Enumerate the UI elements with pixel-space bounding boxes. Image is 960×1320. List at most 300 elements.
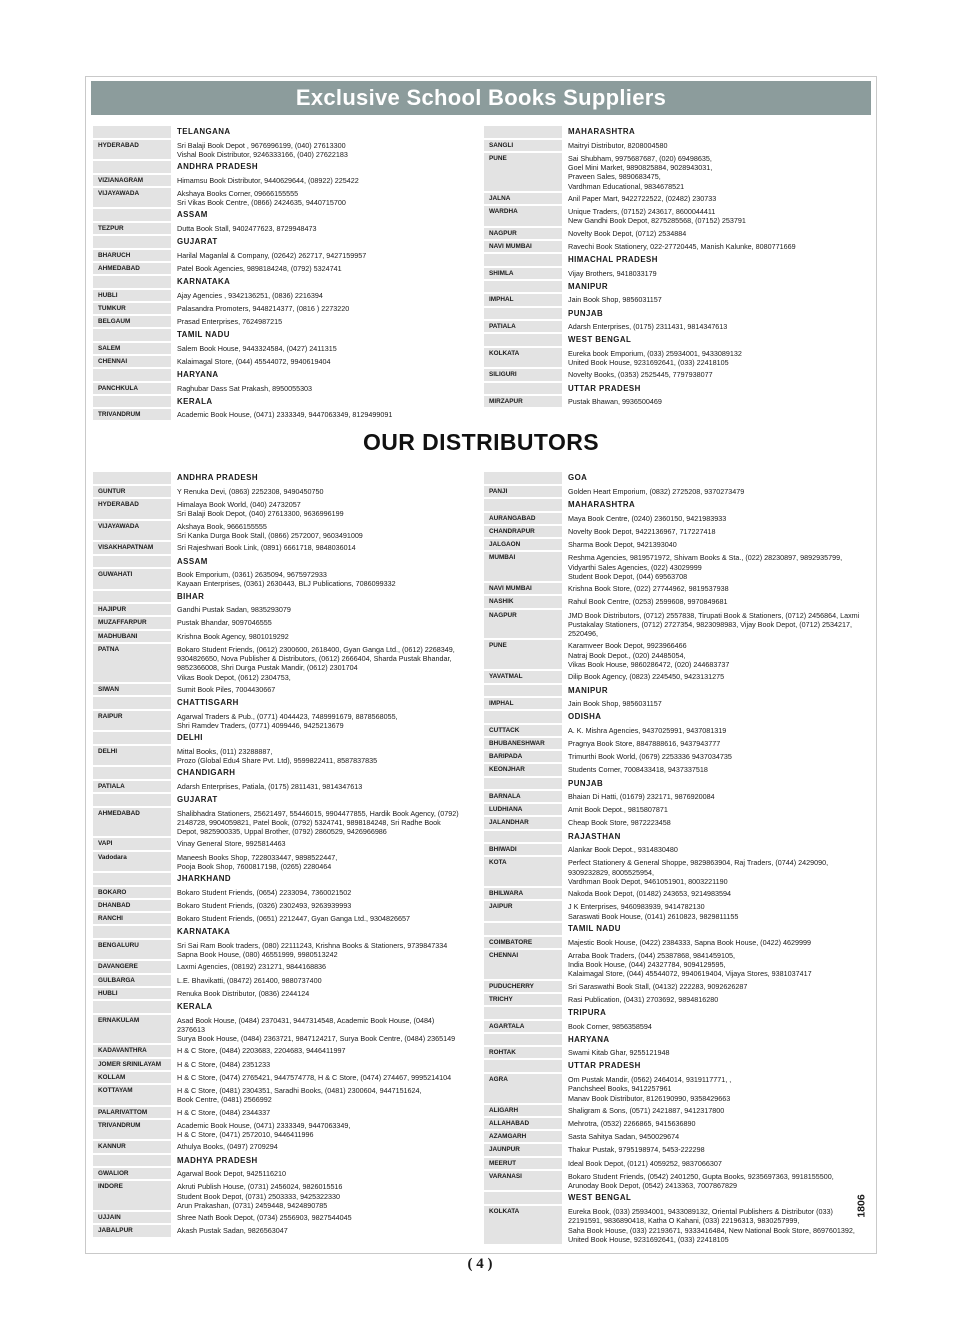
distributor-row [93, 781, 465, 792]
detail-line: Bhaian Di Hatti, (01679) 232171, 9876920084 [568, 792, 715, 802]
detail-line: H & C Store, (0481) 2304351, Saradhi Books, (0481) 2300604, 9447151624, [177, 1086, 422, 1095]
suppliers-right-column [484, 126, 869, 422]
detail-line: Arun Prakashan, (0731) 2459448, 9424890785 [177, 1200, 328, 1210]
distributor-details [171, 808, 465, 837]
detail-line: Akshaya Books Corner, 09666155555 [177, 188, 299, 198]
distributor-row [484, 268, 869, 279]
distributor-row [484, 486, 869, 497]
detail-line: Perfect Stationery & General Shoppe, 9829863904, Raj Traders, (0744) 2429090, 9309232829, 8005525954, [568, 858, 829, 877]
state-header-row [93, 926, 465, 938]
detail-line: Prozo (Global Edu4 Share Pvt. Ltd), 9599822411, 8587837835 [177, 756, 378, 765]
city-name: GUWAHATI [93, 569, 171, 589]
distributor-row [484, 640, 869, 669]
detail-line: JMD Book Distributors, (0712) 2557838, Tirupati Book & Stationers, (0712) 2456864, Laxmi Pustakalay Stationers, (0712) 2727354, 9823098983, Vijay Book Depot, (0712) 2534217, 2520496, [568, 610, 860, 639]
city-cell-spacer [484, 831, 562, 843]
city-name: KOLKATA [484, 1206, 562, 1244]
state-name: BIHAR [177, 591, 205, 601]
distributor-details [562, 804, 869, 815]
detail-line: Sharma Book Depot, 9421393040 [568, 540, 677, 550]
city-name: RAIPUR [93, 711, 171, 731]
distributor-details [171, 684, 465, 695]
detail-line: Students Corner, 7008433418, 9437337518 [568, 765, 708, 775]
distributors-section [91, 461, 871, 1246]
distributor-details [171, 838, 465, 849]
state-header-row [93, 161, 465, 173]
detail-line: Rahul Book Centre, (0253) 2599608, 9970849681 [568, 597, 728, 607]
detail-line: Eureka Book, (033) 25934001, 9433089132, Oriental Publishers & Distributor (033) 22191591, 9836890418, Katha O Kahani, (033) 22196313, 9830257999, [568, 1206, 833, 1226]
detail-line: Athulya Books, (0497) 2709294 [177, 1142, 278, 1152]
city-name: LUDHIANA [484, 804, 562, 815]
distributor-details [171, 140, 465, 160]
detail-line: Himalaya Book World, (040) 24732057 [177, 500, 301, 510]
city-name: AURANGABAD [484, 513, 562, 524]
distributor-details [171, 303, 465, 314]
detail-line: H & C Store, (0484) 2203683, 2204683, 9446411997 [177, 1046, 346, 1056]
distributor-details [171, 900, 465, 911]
state-name: ASSAM [177, 556, 208, 566]
distributors-left-column [93, 472, 465, 1246]
state-name: KERALA [177, 1002, 213, 1011]
state-name: KARNATAKA [177, 277, 231, 286]
detail-line: Bokaro Student Friends, (0326) 2302493, 9263939993 [177, 900, 352, 910]
distributor-row [484, 1021, 869, 1032]
detail-line: Sri Rajeshwari Book Link, (0891) 6661718, 9848036014 [177, 543, 356, 553]
distributors-heading: OUR DISTRIBUTORS [363, 429, 599, 456]
city-cell-spacer [93, 1155, 171, 1167]
distributor-details [171, 644, 465, 682]
state-name: CHATTISGARH [177, 698, 239, 708]
page-frame [85, 76, 877, 1254]
distributor-details [171, 913, 465, 924]
distributor-details [171, 631, 465, 642]
distributor-row [93, 887, 465, 898]
distributor-details [562, 857, 869, 886]
distributor-details [171, 486, 465, 497]
detail-line: Novelty Book Depot, 9422136967, 717227418 [568, 526, 716, 536]
state-header-row [484, 1034, 869, 1046]
detail-line: Gandhi Pustak Sadan, 9835293079 [177, 605, 291, 615]
distributor-row [93, 1181, 465, 1210]
distributor-row [93, 852, 465, 872]
distributor-row [93, 1085, 465, 1105]
detail-line: Dutta Book Stall, 9402477623, 8729948473 [177, 223, 317, 233]
distributor-details [562, 539, 869, 550]
distributor-row [484, 321, 869, 332]
state-name: RAJASTHAN [568, 831, 621, 841]
distributor-details [171, 617, 465, 628]
city-name: PALARIVATTOM [93, 1107, 171, 1118]
state-header-row [93, 1001, 465, 1013]
distributor-details [562, 751, 869, 762]
detail-line: Sasta Sahitya Sadan, 9450029674 [568, 1132, 680, 1142]
detail-line: Sri Sai Ram Book traders, (080) 22111243, Krishna Books & Stationers, 9739847334 [177, 940, 448, 950]
detail-line: Vinay General Store, 9925814463 [177, 839, 286, 849]
city-name: GWALIOR [93, 1168, 171, 1179]
detail-line: Saraswati Book House, (0141) 2610823, 9829811155 [568, 911, 739, 921]
city-name: BENGALURU [93, 940, 171, 960]
distributor-details [171, 940, 465, 960]
distributor-row [93, 1168, 465, 1179]
distributor-details [562, 981, 869, 992]
detail-line: Maya Book Centre, (0240) 2360150, 9421983933 [568, 513, 727, 523]
detail-line: Sri Saraswathi Book Stall, (04132) 222283, 9092626287 [568, 981, 748, 991]
distributor-details [171, 1181, 465, 1210]
distributor-row [93, 808, 465, 837]
detail-line: United Book House, 9231692641, (033) 22418105 [568, 358, 729, 367]
detail-line: Vikas Book House, 9860286472, (020) 244683737 [568, 660, 730, 670]
distributor-details [171, 356, 465, 367]
city-name: CHENNAI [484, 950, 562, 979]
distributor-row [484, 937, 869, 948]
distributor-details [171, 175, 465, 186]
city-name: GUNTUR [93, 486, 171, 497]
detail-line: Academic Book House, (0471) 2333349, 9447063349, 8129499091 [177, 410, 393, 420]
distributor-row [484, 817, 869, 828]
distributor-row [484, 193, 869, 204]
city-name: VIJAYAWADA [93, 521, 171, 541]
city-name: BHARUCH [93, 250, 171, 261]
distributors-right-column [484, 472, 869, 1246]
detail-line: Pooja Book Shop, 7600817198, (0265) 2280464 [177, 861, 332, 871]
state-name: MANIPUR [568, 685, 608, 695]
distributor-row [93, 343, 465, 354]
state-header-row [484, 685, 869, 697]
city-name: KOTTAYAM [93, 1085, 171, 1105]
city-name: WARDHA [484, 206, 562, 226]
city-name: VIZIANAGRAM [93, 175, 171, 186]
distributor-row [484, 1131, 869, 1142]
detail-line: Kalaimagal Store, (044) 45544072, 9940619404, Vijaya Stores, 9381037417 [568, 969, 812, 979]
distributor-row [93, 409, 465, 420]
distributor-row [93, 1059, 465, 1070]
distributor-details [171, 604, 465, 615]
distributor-row [484, 1158, 869, 1169]
distributor-row [484, 1206, 869, 1244]
city-cell-spacer [93, 926, 171, 938]
distributor-row [484, 1105, 869, 1116]
detail-line: H & C Store, (0484) 2351233 [177, 1059, 271, 1069]
city-cell-spacer [93, 396, 171, 408]
detail-line: Y Renuka Devi, (0863) 2252308, 9490450750 [177, 486, 324, 496]
detail-line: Kalaimagal Store, (044) 45544072, 9940619404 [177, 356, 331, 366]
distributor-row [93, 711, 465, 731]
detail-line: Student Book Depot, (044) 69563708 [568, 571, 688, 581]
city-cell-spacer [484, 711, 562, 723]
city-name: KADAVANTHRA [93, 1045, 171, 1056]
state-name: GUJARAT [177, 237, 218, 247]
distributor-details [171, 781, 465, 792]
distributor-details [562, 321, 869, 332]
distributor-row [93, 290, 465, 301]
detail-line: Pustak Bhandar, 9097046555 [177, 618, 272, 628]
distributor-details [562, 206, 869, 226]
distributor-row [93, 383, 465, 394]
state-name: PUNJAB [568, 778, 604, 788]
distributor-row [93, 975, 465, 986]
state-name: ANDHRA PRADESH [177, 473, 258, 483]
city-cell-spacer [484, 1007, 562, 1019]
state-header-row [93, 873, 465, 885]
city-name: ERNAKULAM [93, 1015, 171, 1044]
city-name: AHMEDABAD [93, 808, 171, 837]
detail-line: Praveen Sales, 9890683475, [568, 172, 661, 182]
state-header-row [93, 369, 465, 381]
city-cell-spacer [93, 732, 171, 744]
city-name: NAVI MUMBAI [484, 583, 562, 594]
detail-line: Surya Book House, (0484) 2363721, 9847124217, Surya Book Centre, (0484) 2365149 [177, 1034, 456, 1044]
distributor-row [484, 791, 869, 802]
city-name: MEERUT [484, 1158, 562, 1169]
city-name: HUBLI [93, 290, 171, 301]
detail-line: Book Corner, 9856358594 [568, 1021, 652, 1031]
city-name: CHENNAI [93, 356, 171, 367]
distributor-row [484, 1047, 869, 1058]
distributor-details [171, 1072, 465, 1083]
city-name: JALNA [484, 193, 562, 204]
detail-line: Unique Traders, (07152) 243617, 8600044411 [568, 207, 716, 217]
distributor-row [484, 1144, 869, 1155]
distributor-details [562, 348, 869, 368]
state-name: MADHYA PRADESH [177, 1155, 258, 1165]
state-name: HARYANA [177, 370, 219, 380]
city-name: DHANBAD [93, 900, 171, 911]
distributor-row [484, 751, 869, 762]
distributor-row [484, 901, 869, 921]
city-name: PANCHKULA [93, 383, 171, 394]
distributor-row [93, 569, 465, 589]
distributor-row [93, 838, 465, 849]
distributor-details [171, 316, 465, 327]
city-cell-spacer [484, 685, 562, 697]
city-name: KOLLAM [93, 1072, 171, 1083]
detail-line: Trimurthi Book World, (0679) 2253336 9437034735 [568, 752, 732, 762]
distributor-details [562, 583, 869, 594]
city-name: AHMEDABAD [93, 263, 171, 274]
city-name: BHUBANESHWAR [484, 738, 562, 749]
city-cell-spacer [93, 329, 171, 341]
distributor-row [93, 1225, 465, 1236]
distributor-details [562, 994, 869, 1005]
city-cell-spacer [484, 1192, 562, 1204]
distributor-row [93, 913, 465, 924]
city-name: SANGLI [484, 140, 562, 151]
distributor-row [484, 857, 869, 886]
distributor-row [484, 596, 869, 607]
detail-line: Sri Vikas Book Centre, (0866) 2424635, 9440715700 [177, 198, 346, 208]
city-cell-spacer [484, 778, 562, 790]
city-cell-spacer [93, 697, 171, 709]
distributor-row [484, 738, 869, 749]
city-cell-spacer [484, 308, 562, 320]
city-name: TEZPUR [93, 223, 171, 234]
page-title-banner [91, 81, 871, 115]
detail-line: Adarsh Enterprises, (0175) 2311431, 9814347613 [568, 322, 728, 331]
detail-line: Maitryi Distributor, 8208004580 [568, 140, 668, 150]
distributor-details [562, 1074, 869, 1103]
distributor-details [562, 671, 869, 682]
state-header-row [93, 276, 465, 288]
detail-line: Academic Book House, (0471) 2333349, 9447063349, [177, 1120, 351, 1130]
distributor-details [562, 140, 869, 151]
distributor-details [562, 513, 869, 524]
distributor-details [171, 1168, 465, 1179]
suppliers-left-column [93, 126, 465, 422]
distributor-row [484, 396, 869, 407]
distributor-details [171, 1059, 465, 1070]
state-name: ANDHRA PRADESH [177, 162, 258, 172]
distributor-details [562, 153, 869, 191]
city-name: AZAMGARH [484, 1131, 562, 1142]
detail-line: Shri Ramdev Traders, (0771) 4099446, 9425213679 [177, 720, 344, 730]
state-header-row [93, 794, 465, 806]
detail-line: Reshma Agencies, 9819571972, Shivam Books & Sta., (022) 28230897, 9892935799, Vidyarthi Sales Agencies, (022) 43029999 [568, 553, 843, 572]
state-name: MAHARASHTRA [568, 500, 636, 510]
distributor-details [171, 961, 465, 972]
city-name: VIJAYAWADA [93, 188, 171, 208]
distributor-row [484, 844, 869, 855]
distributor-details [562, 268, 869, 279]
city-name: KOLKATA [484, 348, 562, 368]
distributor-details [171, 499, 465, 519]
distributor-row [484, 764, 869, 775]
city-name: SILIGURI [484, 369, 562, 380]
detail-line: Harilal Maganlal & Company, (02642) 262717, 9427159957 [177, 250, 367, 260]
distributor-row [484, 513, 869, 524]
city-name: HYDERABAD [93, 140, 171, 160]
city-cell-spacer [484, 1034, 562, 1046]
distributor-details [562, 1047, 869, 1058]
state-header-row [93, 1155, 465, 1167]
detail-line: Pragnya Book Store, 8847888616, 9437943777 [568, 738, 721, 748]
detail-line: Laxmi Agencies, (08192) 231271, 9844168836 [177, 962, 327, 972]
city-name: AGRA [484, 1074, 562, 1103]
distributor-row [93, 988, 465, 999]
detail-line: A. K. Mishra Agencies, 9437025991, 9437081319 [568, 725, 727, 735]
distributor-row [484, 206, 869, 226]
distributor-details [562, 817, 869, 828]
distributor-details [562, 640, 869, 669]
city-name: GULBARGA [93, 975, 171, 986]
city-name: PANJI [484, 486, 562, 497]
distributor-row [93, 684, 465, 695]
city-name: NAGPUR [484, 610, 562, 639]
city-cell-spacer [93, 276, 171, 288]
distributor-row [93, 900, 465, 911]
detail-line: Saha Book House, (033) 22193671, 9333416484, New National Book Store, 8697601392, United Book House, 9231692641, (033) 22418105 [568, 1225, 855, 1244]
detail-line: Pustak Bhawan, 9936500469 [568, 397, 662, 406]
suppliers-section [91, 115, 871, 422]
detail-line: Vardhman Educational, 9834678521 [568, 181, 685, 191]
distributor-details [562, 791, 869, 802]
state-name: PUNJAB [568, 308, 604, 318]
detail-line: Shaligram & Sons, (0571) 2421887, 9412317800 [568, 1105, 725, 1115]
detail-line: Shalibhadra Stationers, 25621497, 55446015, 9904477855, Hardik Book Agency, (0792) 2148728, 9904059821, Patel Book, (0792) 5324741, 9898184248, Sri Radhe Book Depot, 9825900335, Uppal Brother, (0792) 2860529, 9426966986 [177, 808, 459, 837]
distributor-details [562, 725, 869, 736]
detail-line: Anil Paper Mart, 9422722522, (02482) 230733 [568, 193, 717, 203]
distributor-details [562, 369, 869, 380]
detail-line: Panchsheel Books, 9412257961 [568, 1084, 672, 1094]
city-name: BARIPADA [484, 751, 562, 762]
state-name: GUJARAT [177, 795, 218, 804]
state-header-row [93, 396, 465, 408]
detail-line: Dilip Book Agency, (0823) 2245450, 9423131275 [568, 672, 725, 682]
detail-line: Ravechi Book Stationery, 022-27720445, Manish Kalunke, 8080771669 [568, 241, 796, 251]
city-cell-spacer [484, 126, 562, 138]
detail-line: Sai Shubham, 9975687687, (020) 69498635, [568, 153, 712, 163]
banner-title: Exclusive School Books Suppliers [295, 85, 667, 110]
city-cell-spacer [93, 472, 171, 484]
detail-line: Vijay Brothers, 9418033179 [568, 268, 657, 278]
detail-line: Student Book Depot, (0731) 2503333, 9425322330 [177, 1191, 341, 1201]
distributor-details [562, 526, 869, 537]
city-cell-spacer [93, 236, 171, 248]
detail-line: Mehrotra, (0532) 2266865, 9415636890 [568, 1119, 696, 1129]
distributor-row [93, 1015, 465, 1044]
detail-line: Kayaan Enterprises, (0361) 2630443, BLJ Publications, 7086099332 [177, 579, 396, 589]
distributor-details [171, 746, 465, 766]
city-name: JOMER SRINILAYAM [93, 1059, 171, 1070]
detail-line: Natraj Book Depot., (020) 24485054, [568, 650, 686, 660]
city-name: CUTTACK [484, 725, 562, 736]
city-name: MUZAFFARPUR [93, 617, 171, 628]
distributor-row [484, 552, 869, 581]
distributor-details [171, 409, 465, 420]
detail-line: Alankar Book Depot., 9314830480 [568, 845, 678, 855]
distributor-row [484, 610, 869, 639]
state-name: CHANDIGARH [177, 768, 236, 778]
city-cell-spacer [93, 794, 171, 806]
detail-line: Adarsh Enterprises, Patiala, (0175) 2811431, 9814347613 [177, 781, 363, 791]
distributor-row [93, 499, 465, 519]
state-header-row [93, 472, 465, 484]
city-name: VARANASI [484, 1171, 562, 1191]
city-name: KEONJHAR [484, 764, 562, 775]
distributor-details [171, 988, 465, 999]
city-name: PUDUCHERRY [484, 981, 562, 992]
detail-line: Sapna Book House, (080) 46551999, 9980513242 [177, 950, 338, 960]
distributor-row [93, 175, 465, 186]
state-header-row [484, 472, 869, 484]
distributor-row [484, 804, 869, 815]
city-cell-spacer [484, 383, 562, 395]
city-name: VAPI [93, 838, 171, 849]
city-name: JABALPUR [93, 1225, 171, 1236]
distributor-details [562, 1144, 869, 1155]
distributor-row [93, 356, 465, 367]
city-cell-spacer [484, 499, 562, 511]
distributor-row [93, 303, 465, 314]
distributor-details [171, 542, 465, 553]
distributor-details [562, 1171, 869, 1191]
city-name: MADHUBANI [93, 631, 171, 642]
distributor-details [171, 521, 465, 541]
city-name: SIWAN [93, 684, 171, 695]
city-name: NAGPUR [484, 228, 562, 239]
distributor-row [484, 1118, 869, 1129]
state-header-row [93, 697, 465, 709]
distributor-row [93, 644, 465, 682]
detail-line: Agarwal Traders & Pub., (0771) 4044423, 7489991679, 8878568055, [177, 711, 398, 721]
distributor-details [171, 887, 465, 898]
detail-line: Goel Mini Market, 9890825884, 9028943031, [568, 163, 713, 172]
distributor-details [562, 396, 869, 407]
detail-line: Vardhman Book Depot, 9461051901, 8003221190 [568, 876, 728, 886]
city-cell-spacer [484, 334, 562, 346]
detail-line: Krishna Book Agency, 9801019292 [177, 631, 289, 641]
state-header-row [93, 556, 465, 568]
state-name: TAMIL NADU [568, 924, 621, 934]
distributor-details [562, 1206, 869, 1244]
